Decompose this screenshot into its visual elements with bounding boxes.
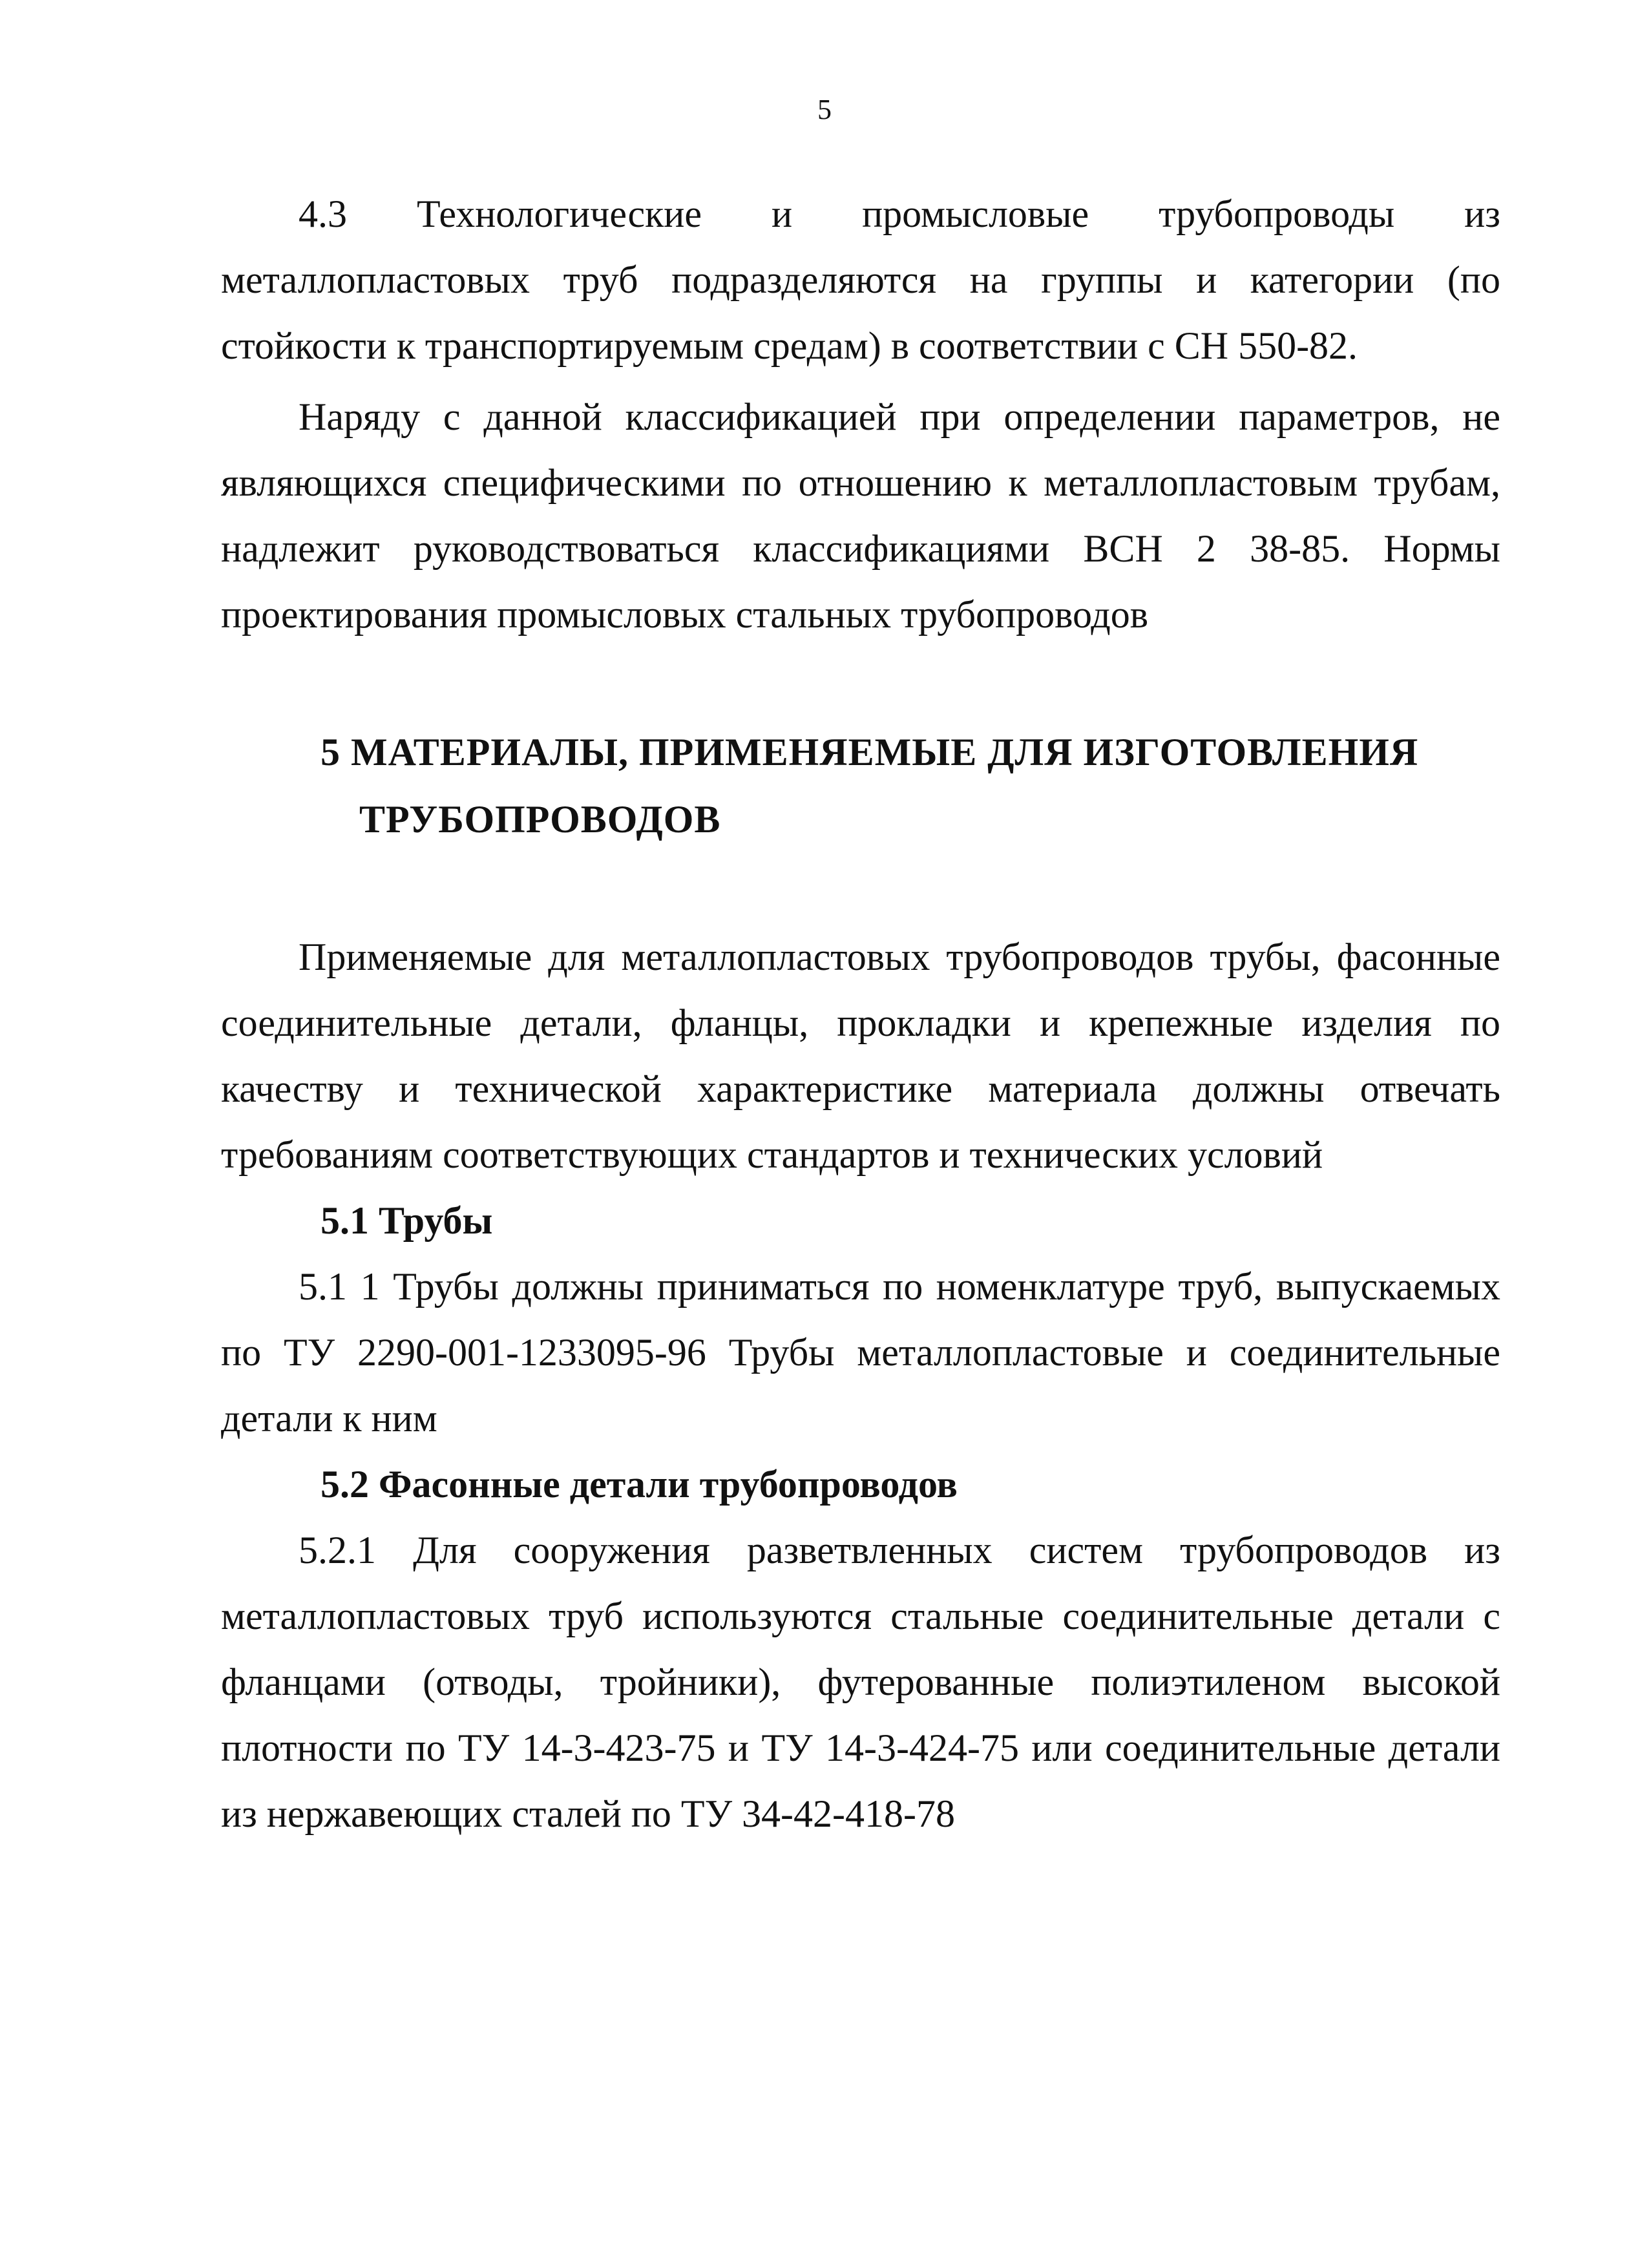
page-content xyxy=(221,181,1500,1847)
section-5-heading xyxy=(221,719,1500,853)
section-5-heading-line1: 5 МАТЕРИАЛЫ, ПРИМЕНЯЕМЫЕ ДЛЯ ИЗГОТОВЛЕНИЯ xyxy=(320,731,1419,773)
paragraph-4-3: 4.3 Технологические и промысловые трубопроводы из металлопластовых труб подразделяются на группы и категории (по стойкости к транспортируемым средам) в соответствии с СН 550-82. xyxy=(221,193,1500,367)
page-number: 5 xyxy=(817,94,832,125)
paragraph-5-1-1: 5.1 1 Трубы должны приниматься по номенклатуре труб, выпускаемых по ТУ 2290-001-1233095-96 Трубы металлопластовые и соединительные детали к ним xyxy=(221,1265,1500,1440)
section-5-heading-line2: ТРУБОПРОВОДОВ xyxy=(359,798,721,841)
subsection-5-1-title: 5.1 Трубы xyxy=(320,1199,493,1242)
paragraph-classification: Наряду с данной классификацией при определении параметров, не являющихся специфическими по отношению к металлопластовым трубам, надлежит руководствоваться классификациями ВСН 2 38-85. Нормы проектирования промысловых стальных трубопроводов xyxy=(221,395,1500,636)
paragraph-5-2-1: 5.2.1 Для сооружения разветвленных систем трубопроводов из металлопластовых труб используются стальные соединительные детали с фланцами (отводы, тройники), футерованные полиэтиленом высокой плотности по ТУ 14-3-423-75 и ТУ 14-3-424-75 или соединительные детали из нержавеющих сталей по ТУ 34-42-418-78 xyxy=(221,1529,1500,1835)
subsection-5-2-title: 5.2 Фасонные детали трубопроводов xyxy=(320,1463,958,1506)
section-5-intro: Применяемые для металлопластовых трубопроводов трубы, фасонные соединительные детали, фланцы, прокладки и крепежные изделия по качеству и технической характеристике материала должны отвечать требованиям соответствующих стандартов и технических условий xyxy=(221,936,1500,1176)
